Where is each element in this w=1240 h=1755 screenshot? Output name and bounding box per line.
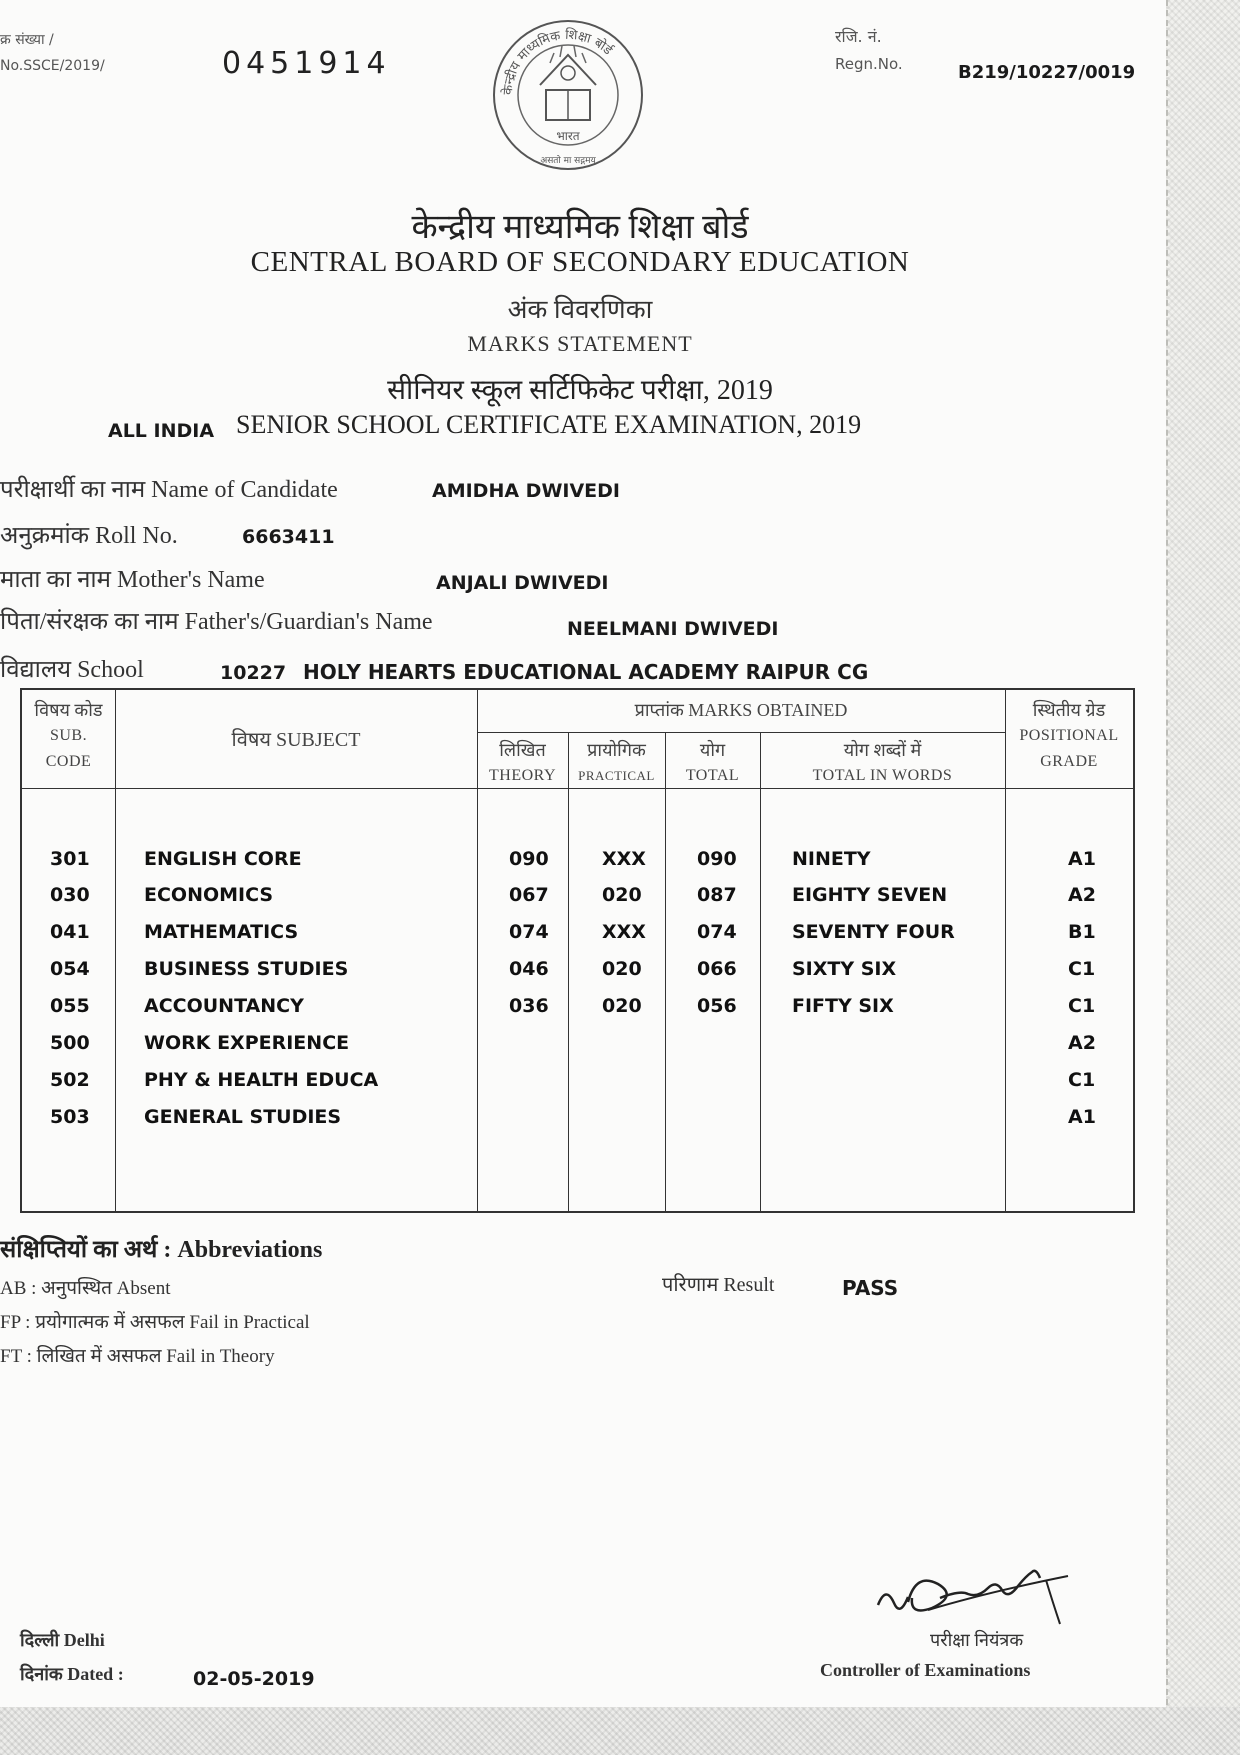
theory-marks: 090 bbox=[509, 848, 549, 870]
abbreviations-title: संक्षिप्तियों का अर्थ : Abbreviations bbox=[0, 1237, 323, 1263]
candidate-name: AMIDHA DWIVEDI bbox=[432, 480, 620, 502]
positional-grade: C1 bbox=[1068, 958, 1096, 980]
subject-code: 502 bbox=[50, 1069, 90, 1091]
positional-grade: A2 bbox=[1068, 1032, 1096, 1054]
total-marks: 090 bbox=[697, 848, 737, 870]
subject-name: ENGLISH CORE bbox=[144, 848, 302, 870]
result-value: PASS bbox=[842, 1276, 899, 1300]
place: दिल्ली Delhi bbox=[20, 1630, 105, 1650]
svg-text:भारत: भारत bbox=[556, 129, 580, 143]
controller-signature bbox=[868, 1560, 1078, 1635]
table-row bbox=[22, 1106, 1137, 1140]
table-row bbox=[22, 958, 1137, 992]
subject-code: 030 bbox=[50, 884, 90, 906]
statement-title-en: MARKS STATEMENT bbox=[467, 331, 693, 356]
total-marks: 066 bbox=[697, 958, 737, 980]
table-row bbox=[22, 848, 1137, 882]
regn-label-en: Regn.No. bbox=[835, 55, 903, 73]
candidate-name-label: परीक्षार्थी का नाम Name of Candidate bbox=[0, 477, 338, 503]
total-in-words: FIFTY SIX bbox=[792, 995, 894, 1017]
roll-label: अनुक्रमांक Roll No. bbox=[0, 523, 178, 549]
issue-date: 02-05-2019 bbox=[193, 1668, 315, 1690]
board-title-en: CENTRAL BOARD OF SECONDARY EDUCATION bbox=[250, 246, 910, 278]
table-row bbox=[22, 884, 1137, 918]
total-in-words: SEVENTY FOUR bbox=[792, 921, 955, 943]
practical-marks: XXX bbox=[602, 921, 646, 943]
header-subject: विषय SUBJECT bbox=[231, 729, 361, 751]
serial-number: 0451914 bbox=[222, 46, 391, 81]
practical-marks: 020 bbox=[602, 884, 642, 906]
total-marks: 074 bbox=[697, 921, 737, 943]
regn-label-hi: रजि. नं. bbox=[835, 27, 882, 46]
positional-grade: A1 bbox=[1068, 848, 1096, 870]
board-title-hi: केन्द्रीय माध्यमिक शिक्षा बोर्ड bbox=[411, 209, 749, 246]
table-row bbox=[22, 1032, 1137, 1066]
positional-grade: A1 bbox=[1068, 1106, 1096, 1128]
svg-text:केन्द्रीय माध्यमिक शिक्षा बोर् bbox=[500, 27, 617, 96]
subject-code: 054 bbox=[50, 958, 90, 980]
total-marks: 087 bbox=[697, 884, 737, 906]
positional-grade: B1 bbox=[1068, 921, 1096, 943]
practical-marks: 020 bbox=[602, 958, 642, 980]
header-grade: स्थितीय ग्रेड POSITIONAL GRADE bbox=[1019, 700, 1119, 770]
regn-number: B219/10227/0019 bbox=[958, 62, 1136, 83]
header-total: योग TOTAL bbox=[685, 740, 740, 784]
abbreviation-item: FT : लिखित में असफल Fail in Theory bbox=[0, 1346, 275, 1367]
result-label: परिणाम Result bbox=[662, 1274, 775, 1296]
subject-name: MATHEMATICS bbox=[144, 921, 299, 943]
statement-title-hi: अंक विवरणिका bbox=[507, 295, 653, 324]
row-divider bbox=[477, 732, 1005, 733]
subject-code: 500 bbox=[50, 1032, 90, 1054]
theory-marks: 074 bbox=[509, 921, 549, 943]
cbse-seal bbox=[488, 15, 648, 180]
positional-grade: C1 bbox=[1068, 995, 1096, 1017]
seal-motto: असतो मा सद्गमय bbox=[540, 156, 596, 166]
header-total-in-words: योग शब्दों में TOTAL IN WORDS bbox=[812, 740, 953, 784]
theory-marks: 036 bbox=[509, 995, 549, 1017]
exam-title-hi: सीनियर स्कूल सर्टिफिकेट परीक्षा, 2019 bbox=[387, 375, 773, 406]
school-code: 10227 bbox=[220, 662, 287, 684]
school-label: विद्यालय School bbox=[0, 657, 144, 683]
signature-icon bbox=[868, 1560, 1078, 1635]
total-marks: 056 bbox=[697, 995, 737, 1017]
school-name: HOLY HEARTS EDUCATIONAL ACADEMY RAIPUR CG bbox=[303, 660, 869, 684]
subject-name: PHY & HEALTH EDUCA bbox=[144, 1069, 379, 1091]
roll-number: 6663411 bbox=[242, 526, 335, 548]
positional-grade: A2 bbox=[1068, 884, 1096, 906]
controller-title-hi: परीक्षा नियंत्रक bbox=[930, 1630, 1024, 1650]
marks-table bbox=[20, 688, 1135, 1213]
mother-name: ANJALI DWIVEDI bbox=[436, 572, 609, 594]
controller-title-en: Controller of Examinations bbox=[820, 1660, 1031, 1680]
mother-name-label: माता का नाम Mother's Name bbox=[0, 567, 265, 593]
subject-name: BUSINESS STUDIES bbox=[144, 958, 349, 980]
serial-label-hi: क्र संख्या / bbox=[0, 32, 54, 48]
serial-label-en: No.SSCE/2019/ bbox=[0, 58, 105, 74]
table-row bbox=[22, 995, 1137, 1029]
father-name-label: पिता/संरक्षक का नाम Father's/Guardian's Name bbox=[0, 609, 433, 635]
header-marks-obtained: प्राप्तांक MARKS OBTAINED bbox=[634, 700, 848, 720]
positional-grade: C1 bbox=[1068, 1069, 1096, 1091]
table-row bbox=[22, 1069, 1137, 1103]
exam-scope: ALL INDIA bbox=[108, 420, 215, 442]
practical-marks: 020 bbox=[602, 995, 642, 1017]
subject-name: ECONOMICS bbox=[144, 884, 274, 906]
seal-ring-text: केन्द्रीय माध्यमिक शिक्षा बोर्ड bbox=[500, 27, 615, 96]
header-theory: लिखित THEORY bbox=[489, 740, 556, 784]
abbreviation-item: FP : प्रयोगात्मक में असफल Fail in Practical bbox=[0, 1312, 310, 1333]
subject-name: WORK EXPERIENCE bbox=[144, 1032, 350, 1054]
abbreviation-item: AB : अनुपस्थित Absent bbox=[0, 1278, 171, 1299]
theory-marks: 046 bbox=[509, 958, 549, 980]
total-in-words: NINETY bbox=[792, 848, 871, 870]
cbse-seal-icon bbox=[488, 15, 648, 180]
subject-code: 503 bbox=[50, 1106, 90, 1128]
subject-code: 055 bbox=[50, 995, 90, 1017]
header-code: विषय कोड SUB. CODE bbox=[34, 700, 103, 770]
subject-name: ACCOUNTANCY bbox=[144, 995, 304, 1017]
decorative-border-right bbox=[1166, 0, 1240, 1755]
subject-name: GENERAL STUDIES bbox=[144, 1106, 342, 1128]
total-in-words: EIGHTY SEVEN bbox=[792, 884, 948, 906]
subject-code: 301 bbox=[50, 848, 90, 870]
practical-marks: XXX bbox=[602, 848, 646, 870]
father-name: NEELMANI DWIVEDI bbox=[567, 618, 779, 640]
dated-label: दिनांक Dated : bbox=[20, 1664, 124, 1684]
decorative-border-bottom bbox=[0, 1707, 1240, 1755]
header-divider bbox=[22, 788, 1133, 789]
theory-marks: 067 bbox=[509, 884, 549, 906]
exam-title-en: SENIOR SCHOOL CERTIFICATE EXAMINATION, 2019 bbox=[236, 410, 862, 439]
subject-code: 041 bbox=[50, 921, 90, 943]
header-practical: प्रायोगिक PRACTICAL bbox=[578, 740, 655, 783]
total-in-words: SIXTY SIX bbox=[792, 958, 897, 980]
table-row bbox=[22, 921, 1137, 955]
